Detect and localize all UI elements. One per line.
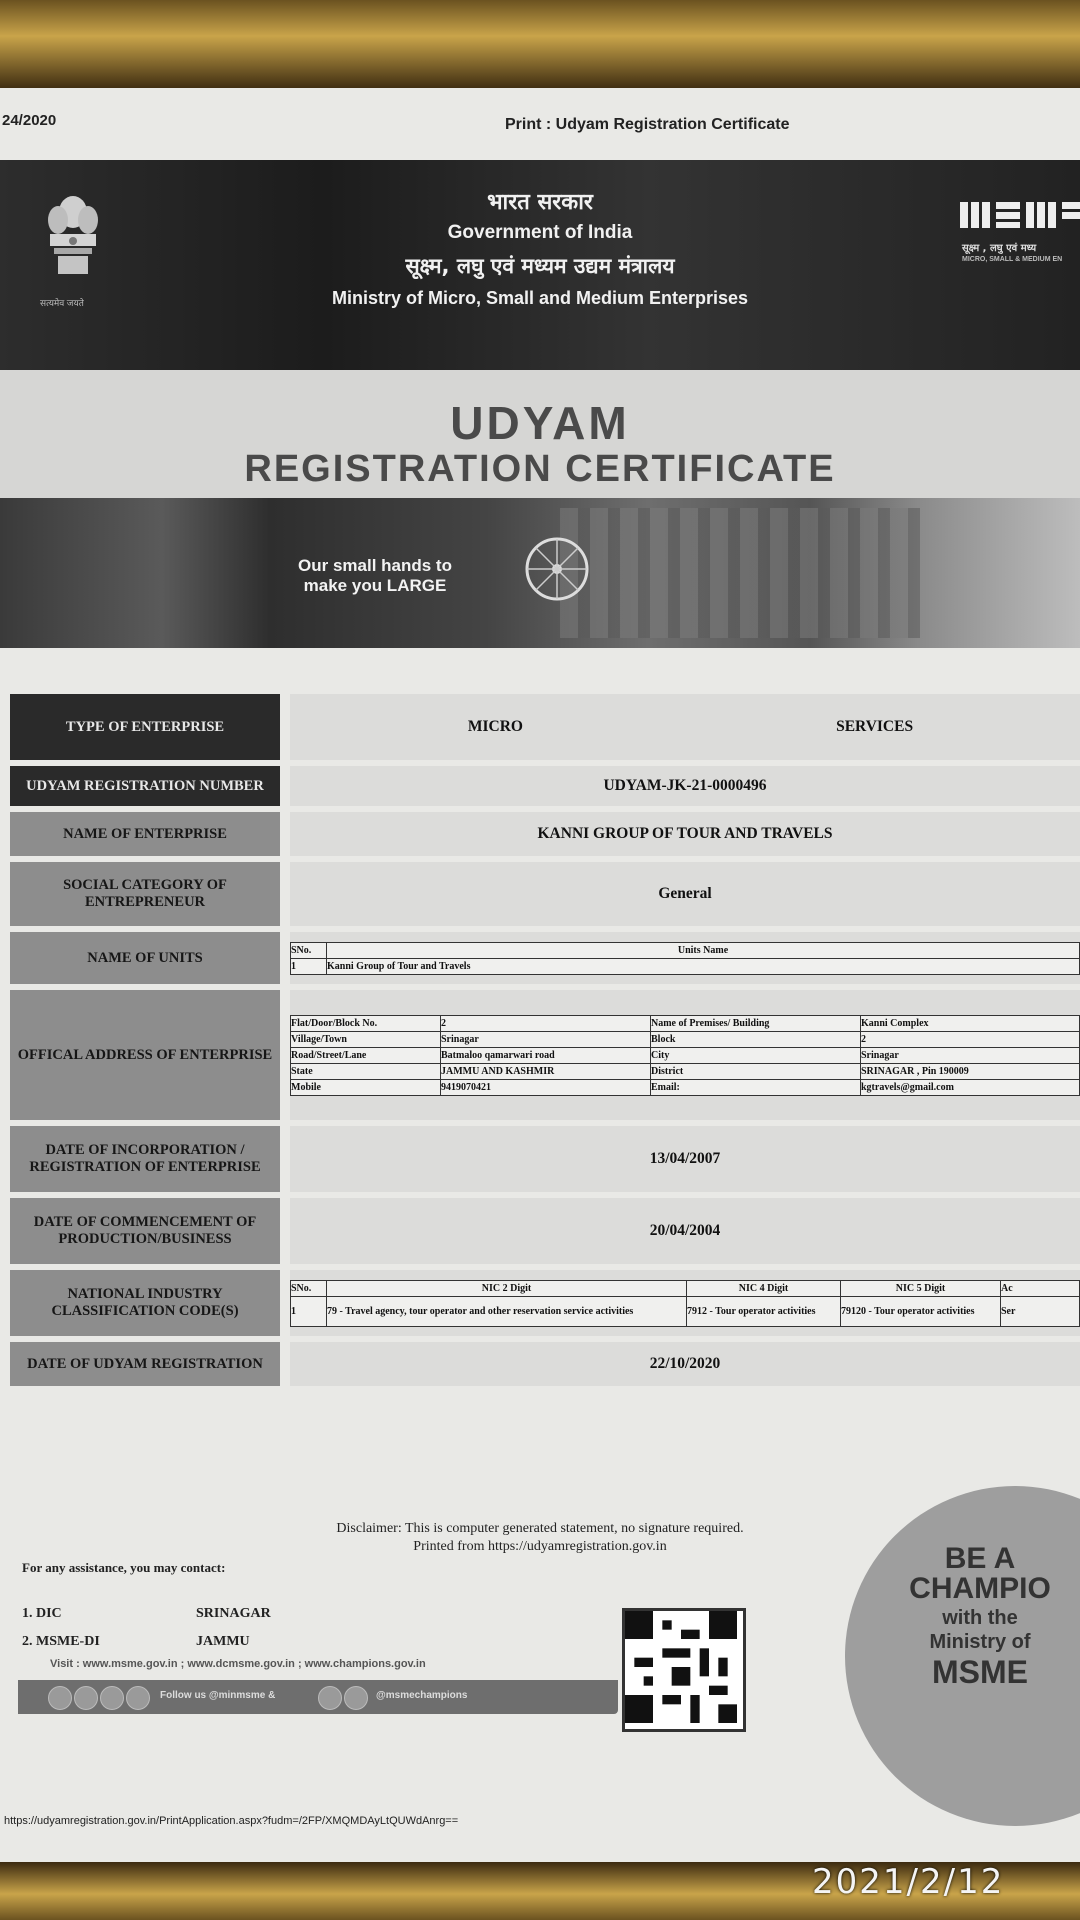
date-of-udyam-registration-label: DATE OF UDYAM REGISTRATION [10, 1342, 280, 1386]
units-header-sno: SNo. [291, 942, 327, 958]
address-table [290, 1015, 1080, 1096]
premises-value: Kanni Complex [861, 1015, 1080, 1031]
enterprise-size: MICRO [467, 718, 523, 735]
official-address-label: OFFICAL ADDRESS OF ENTERPRISE [10, 990, 280, 1120]
udyam-registration-number-label: UDYAM REGISTRATION NUMBER [10, 766, 280, 806]
nic-table-cell [290, 1270, 1080, 1336]
gov-title: Government of India [447, 222, 633, 243]
print-url: https://udyamregistration.gov.in/PrintApplication.aspx?fudm=/2FP/XMQMDAyLtQUWdAnrg== [4, 1815, 459, 1827]
instagram-icon[interactable] [126, 1686, 150, 1710]
type-of-enterprise-value [290, 694, 1080, 760]
champion-line-2: CHAMPIO [909, 1572, 1051, 1605]
road-value: Batmaloo qamarwari road [441, 1047, 651, 1063]
nic-table [290, 1280, 1080, 1327]
slogan [298, 556, 452, 596]
nic-header-sno: SNo. [291, 1280, 327, 1296]
msme-hindi-tag: सूक्ष्म , लघु एवं मध्य [962, 243, 1037, 254]
social-category-value: General [290, 862, 1080, 926]
name-of-enterprise-label: NAME OF ENTERPRISE [10, 812, 280, 856]
nic-row-2-digit: 79 - Travel agency, tour operator and other reservation service activities [327, 1296, 687, 1326]
flat-value: 2 [441, 1015, 651, 1031]
ministry-hindi-title: सूक्ष्म, लघु एवं मध्यम उद्यम मंत्रालय [405, 254, 675, 278]
follow-text: Follow us @minmsme & [160, 1690, 276, 1701]
city-label: City [651, 1047, 861, 1063]
nic-header-4-digit: NIC 4 Digit [687, 1280, 841, 1296]
block-label: Block [651, 1031, 861, 1047]
nic-row-5-digit: 79120 - Tour operator activities [841, 1296, 1001, 1326]
msme-logo-icon [960, 198, 1080, 232]
state-label: State [291, 1063, 441, 1079]
twitter-icon[interactable] [74, 1686, 98, 1710]
qr-code-icon [625, 1611, 737, 1723]
type-of-enterprise-label: TYPE OF ENTERPRISE [10, 694, 280, 760]
champion-line-3: with the [942, 1607, 1018, 1629]
office-photo [560, 508, 920, 638]
mobile-label: Mobile [291, 1079, 441, 1095]
qr-code[interactable] [622, 1608, 746, 1732]
twitter-icon[interactable] [344, 1686, 368, 1710]
ministry-title: Ministry of Micro, Small and Medium Enterprises [331, 288, 749, 308]
nic-header-2-digit: NIC 2 Digit [327, 1280, 687, 1296]
champion-line-1: BE A [944, 1542, 1016, 1575]
picture-frame-top [0, 0, 1080, 90]
district-label: District [651, 1063, 861, 1079]
contact-2-value: JAMMU [196, 1634, 250, 1649]
date-of-incorporation-label: DATE OF INCORPORATION / REGISTRATION OF ENTERPRISE [10, 1126, 280, 1192]
disclaimer-line-2: Printed from https://udyamregistration.gov.in [413, 1539, 667, 1554]
nic-row-4-digit: 7912 - Tour operator activities [687, 1296, 841, 1326]
village-label: Village/Town [291, 1031, 441, 1047]
champion-line-5: MSME [932, 1654, 1028, 1690]
flat-label: Flat/Door/Block No. [291, 1015, 441, 1031]
print-title: Print : Udyam Registration Certificate [505, 116, 790, 133]
units-table-cell [290, 932, 1080, 984]
facebook-icon[interactable] [318, 1686, 342, 1710]
disclaimer-line-1: Disclaimer: This is computer generated statement, no signature required. [336, 1521, 744, 1536]
certificate-title [0, 370, 1080, 498]
block-value: 2 [861, 1031, 1080, 1047]
name-of-enterprise-value: KANNI GROUP OF TOUR AND TRAVELS [290, 812, 1080, 856]
champions-handle: @msmechampions [376, 1690, 468, 1701]
units-row-sno: 1 [291, 958, 327, 974]
email-value: kgtravels@gmail.com [861, 1079, 1080, 1095]
nic-row-activity: Ser [1001, 1296, 1080, 1326]
title-registration-certificate: REGISTRATION CERTIFICATE [244, 448, 836, 490]
premises-label: Name of Premises/ Building [651, 1015, 861, 1031]
facebook-icon[interactable] [48, 1686, 72, 1710]
social-category-label: SOCIAL CATEGORY OF ENTREPRENEUR [10, 862, 280, 926]
state-value: JAMMU AND KASHMIR [441, 1063, 651, 1079]
enterprise-activity: SERVICES [836, 718, 914, 735]
slogan-line-1: Our small hands to [298, 556, 452, 575]
champion-line-4: Ministry of [929, 1631, 1031, 1653]
assistance-heading: For any assistance, you may contact: [22, 1560, 226, 1575]
road-label: Road/Street/Lane [291, 1047, 441, 1063]
certificate-paper [0, 88, 1080, 1866]
government-banner [0, 160, 1080, 370]
email-label: Email: [651, 1079, 861, 1095]
village-value: Srinagar [441, 1031, 651, 1047]
units-header-name: Units Name [327, 942, 1080, 958]
emblem-caption: सत्यमेव जयते [40, 298, 84, 308]
title-udyam: UDYAM [450, 397, 630, 449]
udyam-registration-number-value: UDYAM-JK-21-0000496 [290, 766, 1080, 806]
date-of-incorporation-value: 13/04/2007 [290, 1126, 1080, 1192]
photo-collage [0, 498, 1080, 648]
units-row-name: Kanni Group of Tour and Travels [327, 958, 1080, 974]
units-table [290, 942, 1080, 975]
champion-text [880, 1544, 1080, 1688]
photo-date-stamp: 2021/2/12 [812, 1862, 1005, 1902]
charkha-wheel-icon [522, 534, 592, 604]
address-table-cell [290, 990, 1080, 1120]
date-of-udyam-registration-value: 22/10/2020 [290, 1342, 1080, 1386]
name-of-units-label: NAME OF UNITS [10, 932, 280, 984]
social-media-bar [18, 1680, 618, 1714]
date-of-commencement-value: 20/04/2004 [290, 1198, 1080, 1264]
slogan-line-2: make you LARGE [303, 576, 447, 595]
contact-1-value: SRINAGAR [196, 1606, 271, 1621]
city-value: Srinagar [861, 1047, 1080, 1063]
msme-english-tag: MICRO, SMALL & MEDIUM EN [962, 256, 1063, 263]
nic-code-label: NATIONAL INDUSTRY CLASSIFICATION CODE(S) [10, 1270, 280, 1336]
contact-1-label: 1. DIC [22, 1606, 62, 1621]
nic-row-sno: 1 [291, 1296, 327, 1326]
enterprise-details-table [10, 688, 1080, 1392]
nic-header-5-digit: NIC 5 Digit [841, 1280, 1001, 1296]
visit-links[interactable]: Visit : www.msme.gov.in ; www.dcmsme.gov.in ; www.champions.gov.in [50, 1658, 426, 1670]
district-value: SRINAGAR , Pin 190009 [861, 1063, 1080, 1079]
nic-header-activity: Ac [1001, 1280, 1080, 1296]
print-date: 24/2020 [2, 112, 57, 129]
gov-hindi-title: भारत सरकार [487, 190, 593, 215]
mobile-value: 9419070421 [441, 1079, 651, 1095]
youtube-icon[interactable] [100, 1686, 124, 1710]
contact-2-label: 2. MSME-DI [22, 1634, 100, 1649]
date-of-commencement-label: DATE OF COMMENCEMENT OF PRODUCTION/BUSINESS [10, 1198, 280, 1264]
